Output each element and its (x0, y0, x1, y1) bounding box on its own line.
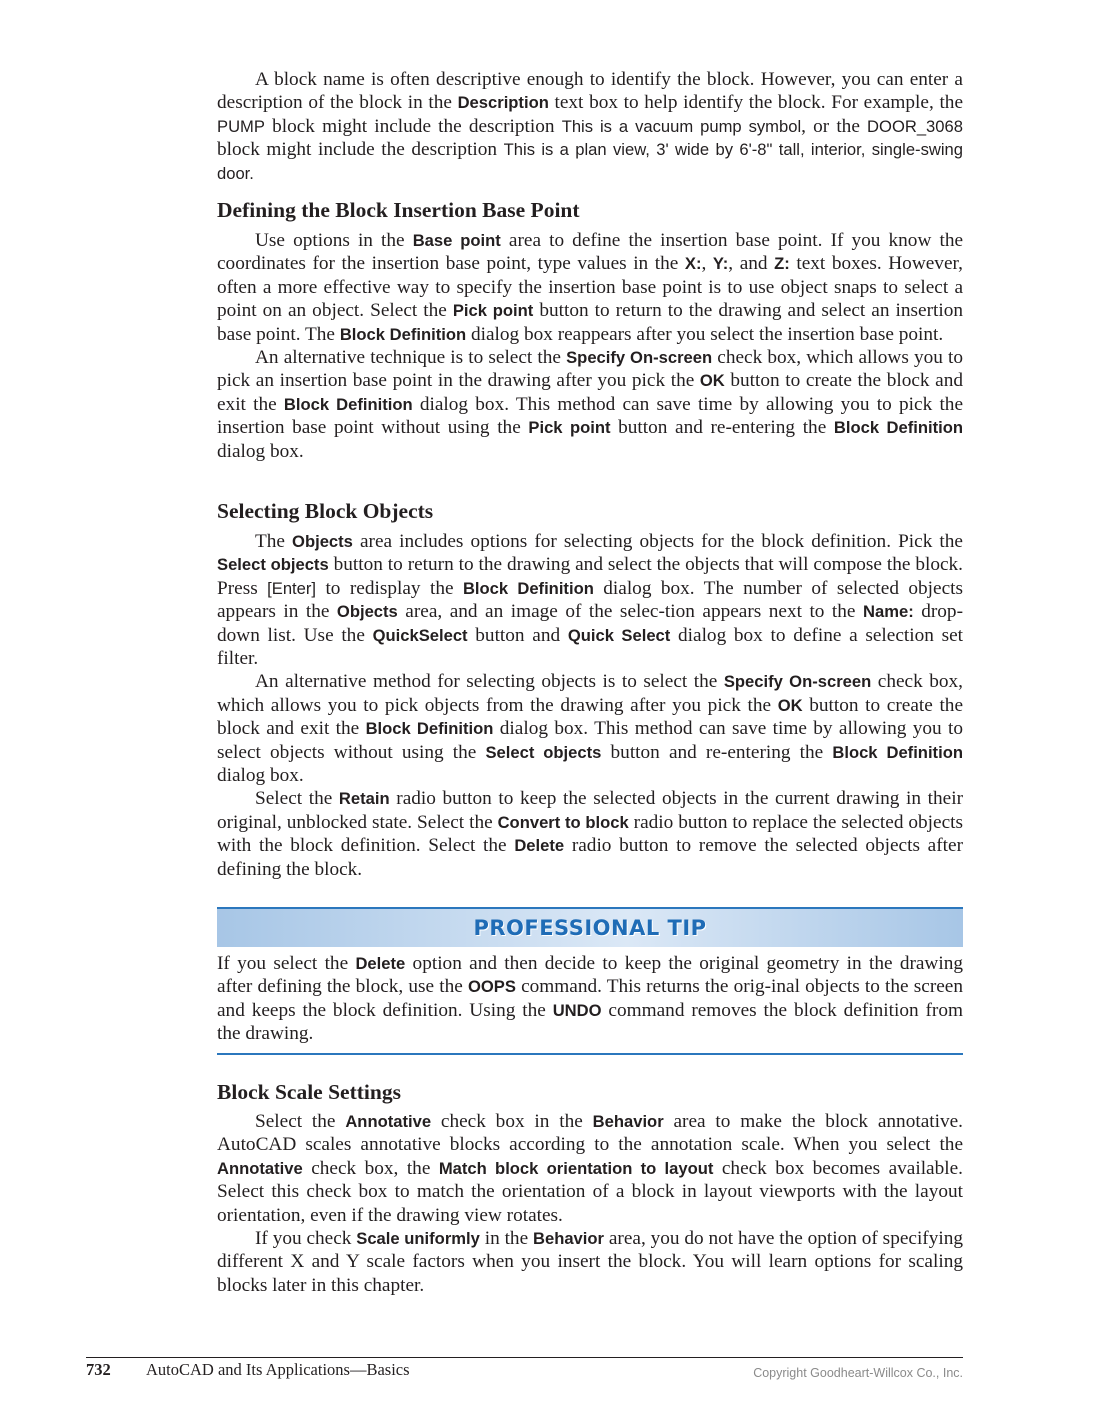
text-run: The (255, 531, 293, 552)
text-run: button to return to the drawing and select the objects that will compose the block. Press (217, 554, 963, 599)
ui-term: DOOR_3068 (867, 116, 963, 136)
text-run: block might include the description (217, 139, 504, 161)
ui-term: Scale uniformly (356, 1229, 480, 1249)
objects-section (217, 530, 963, 881)
heading-block-scale: Block Scale Settings (217, 1080, 401, 1104)
ui-term: Match block orientation to layout (438, 1158, 714, 1178)
text-run: dialog box. (217, 765, 304, 787)
paragraph-objects-1 (217, 530, 963, 670)
ui-term: QuickSelect (372, 625, 468, 645)
text-run: radio button to keep the selected objects in the current drawing in their original, unblocked state. Select the (217, 788, 963, 833)
ui-term: Behavior (532, 1229, 604, 1249)
ui-term: Block Definition (832, 742, 963, 762)
paragraph-tip (217, 952, 963, 1046)
ui-term: Annotative (217, 1158, 303, 1178)
tip-bottom-rule (217, 1053, 963, 1055)
page-number: 732 (86, 1360, 111, 1379)
text-run: dialog box to define a selection set filter. (217, 624, 963, 670)
text-run: area to make the block annotative. AutoCAD scales annotative blocks according to the annotation scale. When you select the (217, 1111, 963, 1156)
ui-term: Objects (336, 602, 398, 622)
professional-tip-title: PROFESSIONAL TIP (473, 916, 707, 940)
ui-term: Block Definition (833, 418, 963, 438)
ui-term: Block Definition (283, 394, 413, 414)
text-run: button to create the block and exit the (217, 694, 964, 740)
text-run: command removes the block definition from the drawing. (217, 999, 963, 1045)
intro-section (217, 68, 963, 185)
text-run: check box, which allows you to pick an insertion base point in the drawing after you pick the (217, 347, 964, 392)
tip-body (217, 952, 963, 1046)
heading-selecting-objects: Selecting Block Objects (217, 499, 434, 523)
ui-term: This is a plan view, 3' wide by 6'-8" tall, interior, single-swing door. (217, 140, 963, 183)
text-run: radio button to replace the selected objects with the block definition. Select the (217, 811, 964, 857)
ui-term: Behavior (592, 1112, 664, 1131)
text-run: If you select the (217, 953, 356, 974)
ui-term: Specify On-screen (723, 672, 872, 692)
ui-term: Annotative (345, 1112, 432, 1131)
text-run: area, and an image of the selec-tion appears next to the (397, 601, 863, 623)
ui-term: Select objects (485, 742, 602, 762)
text-run: An alternative method for selecting objects is to select the (255, 671, 724, 693)
text-run: area includes options for selecting objects for the block definition. Pick the (352, 531, 963, 552)
ui-term: Description (457, 93, 549, 113)
ui-term: Quick Select (567, 625, 671, 645)
scale-section (217, 1110, 963, 1297)
text-run: dialog box. This method can save time by allowing you to select objects without using the (217, 718, 963, 763)
text-run: option and then decide to keep the original geometry in the drawing after defining the block, use the (217, 953, 963, 998)
ui-term: PUMP (217, 116, 265, 136)
text-run: text boxes. However, often a more effective way to specify the insertion base point is to use object snaps to select a point on an object. Select the (217, 253, 963, 322)
text-run: button and re-entering the (610, 417, 834, 439)
ui-term: Pick point (528, 418, 611, 438)
text-run: button and (467, 624, 568, 646)
text-run: in the (479, 1228, 533, 1250)
text-run: area, you do not have the option of specifying different X and Y scale factors when you insert the block. You will learn options for scaling blocks later in this chapter. (217, 1228, 964, 1296)
ui-term: This is a vacuum pump symbol (561, 116, 802, 136)
text-run: command. This returns the orig-inal objects to the screen and keeps the block definition. Using the (217, 976, 963, 1021)
ui-term: [Enter] (267, 578, 317, 598)
paragraph-base-point-2 (217, 346, 963, 463)
ui-term: Objects (292, 532, 353, 551)
ui-term: Block Definition (462, 578, 594, 598)
text-run: button to return to the drawing and select an insertion base point. The (217, 300, 964, 345)
text-run: A block name is often descriptive enough to identify the block. However, you can enter a description of the block in the (217, 69, 963, 114)
text-run: dialog box. The number of selected objects appears in the (217, 577, 963, 623)
text-run: block might include the description (264, 115, 562, 137)
text-run: button and re-entering the (601, 741, 833, 763)
professional-tip-banner (217, 907, 963, 947)
ui-term: Specify On-screen (566, 348, 713, 368)
text-run: Select the (255, 788, 339, 810)
ui-term: Delete (355, 954, 406, 973)
ui-term: Block Definition (365, 719, 494, 739)
paragraph-base-point-1 (217, 229, 963, 346)
text-run: check box in the (431, 1111, 593, 1132)
ui-term: Base point (412, 231, 501, 250)
text-run: check box, which allows you to pick objects from the drawing after you pick the (217, 671, 963, 716)
ui-term: Block Definition (339, 324, 467, 344)
ui-term: Name: (863, 602, 914, 622)
text-run: area to define the insertion base point. If you know the coordinates for the insertion base point, type values in the (217, 230, 964, 275)
paragraph-objects-2 (217, 670, 963, 787)
text-run: text box to help identify the block. For example, the (548, 92, 963, 114)
base-point-section (217, 229, 963, 463)
text-run: , (701, 253, 713, 275)
text-run: If you check (255, 1228, 357, 1250)
text-run: drop-down list. Use the (217, 601, 963, 646)
text-run: radio button to remove the selected objects after defining the block. (217, 835, 963, 880)
text-run: check box becomes available. Select this check box to match the orientation of a block in layout viewports with the layout orientation, even if the drawing view rotates. (217, 1157, 963, 1226)
ui-term: UNDO (552, 1000, 602, 1020)
text-run: to redisplay the (316, 577, 463, 599)
paragraph-description (217, 68, 963, 185)
text-run: dialog box reappears after you select the insertion base point. (466, 323, 944, 345)
ui-term: X: (684, 254, 702, 274)
text-run: check box, the (302, 1157, 439, 1179)
ui-term: Select objects (217, 555, 329, 575)
ui-term: Y: (712, 254, 729, 274)
book-title: AutoCAD and Its Applications—Basics (146, 1360, 410, 1379)
text-run: An alternative technique is to select the (255, 347, 567, 369)
paragraph-objects-3 (217, 787, 963, 881)
copyright-notice: Copyright Goodheart-Willcox Co., Inc. (753, 1366, 963, 1380)
text-run: Use options in the (255, 230, 413, 251)
text-run: button to create the block and exit the (217, 370, 963, 415)
ui-term: Convert to block (497, 812, 629, 832)
ui-term: Pick point (452, 301, 534, 321)
paragraph-scale-2 (217, 1227, 963, 1297)
ui-term: OK (699, 371, 725, 391)
text-run: , and (728, 253, 775, 275)
text-run: , or the (801, 115, 868, 137)
paragraph-scale-1 (217, 1110, 963, 1227)
ui-term: Z: (774, 254, 790, 274)
ui-term: Retain (338, 789, 390, 809)
ui-term: OOPS (467, 977, 516, 997)
footer-rule (86, 1357, 963, 1358)
text-run: Select the (255, 1111, 346, 1132)
ui-term: Delete (514, 836, 565, 856)
ui-term: OK (777, 695, 803, 715)
heading-base-point: Defining the Block Insertion Base Point (217, 198, 580, 222)
text-run: dialog box. This method can save time by allowing you to pick the insertion base point without using the (217, 393, 963, 439)
text-run: dialog box. (217, 440, 304, 462)
